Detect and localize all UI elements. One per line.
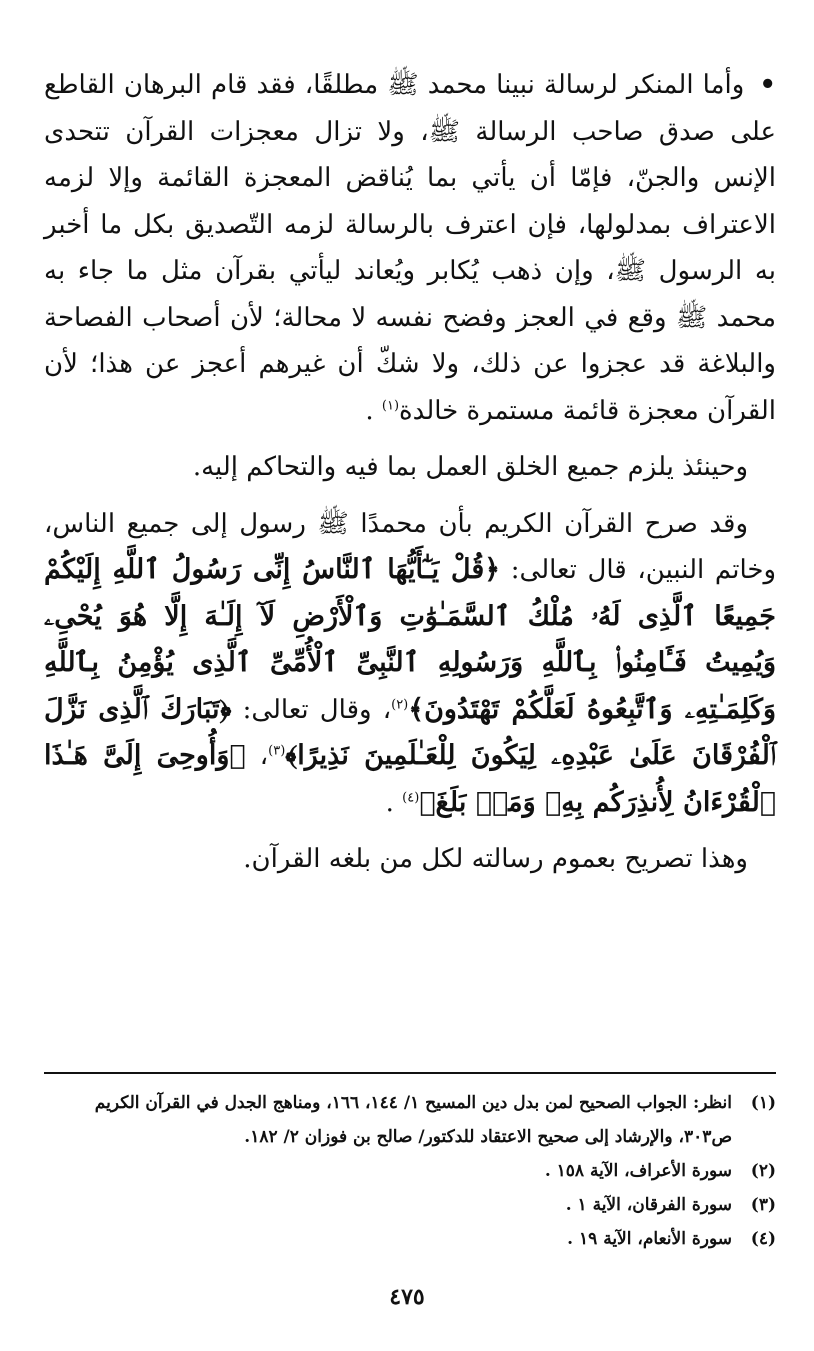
footnote-number: (٣): [750, 1195, 776, 1215]
footnote-4: [44, 1222, 776, 1256]
bullet-mark: •: [759, 70, 777, 100]
footnote-3: [44, 1188, 776, 1222]
main-text: [44, 62, 776, 883]
paragraph-3-end: .: [385, 787, 394, 818]
footnote-2: [44, 1154, 776, 1188]
quran-verse-3: ﴿وَأُوحِىَ إِلَىَّ هَـٰذَا ٱلْقُرْءَانُ لِأُنذِرَكُم بِهِۦ وَمَنۢ بَلَغَ﴾: [44, 740, 776, 818]
footnote-ref-2: (٢): [391, 696, 409, 712]
paragraph-3-sep: ،: [259, 741, 269, 771]
paragraph-3-intro: وقد صرح القرآن الكريم بأن محمدًا ﷺ رسول إلى جميع الناس، وخاتم النبين، قال تعالى:: [44, 508, 777, 585]
footnote-number: (٤): [750, 1229, 776, 1249]
quran-verse-2: ﴿تَبَارَكَ ٱلَّذِى نَزَّلَ ٱلْفُرْقَانَ عَلَىٰ عَبْدِهِۦ لِيَكُونَ لِلْعَـٰلَمِينَ نَذِيرًا﴾: [44, 693, 776, 771]
paragraph-4-text: وهذا تصريح بعموم رسالته لكل من بلغه القرآن.: [243, 844, 748, 874]
footnote-ref-4: (٤): [402, 789, 420, 805]
paragraph-4: [44, 836, 776, 883]
footnote-text: سورة الفرقان، الآية ١ .: [565, 1195, 732, 1215]
footnotes-divider: [44, 1072, 776, 1074]
footnote-text: سورة الأعراف، الآية ١٥٨ .: [544, 1161, 732, 1181]
footnote-1: [44, 1086, 776, 1154]
paragraph-3: [44, 501, 776, 827]
footnote-number: (٢): [750, 1161, 776, 1181]
quran-verse-1: ﴿قُلْ يَـٰٓأَيُّهَا ٱلنَّاسُ إِنِّى رَسُولُ ٱللَّهِ إِلَيْكُمْ جَمِيعًا ٱلَّذِى لَهُۥ مُلْكُ ٱلسَّمَـٰوَٰتِ وَٱلْأَرْضِ لَآ إِلَـٰهَ إِلَّا هُوَ يُحْىِۦ وَيُمِيتُ فَـَٔامِنُوا۟ بِٱللَّهِ وَرَسُولِهِ ٱلنَّبِىِّ ٱلْأُمِّىِّ ٱلَّذِى يُؤْمِنُ بِٱللَّهِ وَكَلِمَـٰتِهِۦ وَٱتَّبِعُوهُ لَعَلَّكُمْ تَهْتَدُونَ﴾: [44, 554, 776, 725]
paragraph-2-text: وحينئذ يلزم جميع الخلق العمل بما فيه والتحاكم إليه.: [192, 452, 748, 482]
footnote-number: (١): [750, 1093, 776, 1113]
page-number: ٤٧٥: [389, 1284, 425, 1310]
footnote-text: سورة الأنعام، الآية ١٩ .: [567, 1229, 732, 1249]
footnotes: [44, 1086, 776, 1256]
footnote-text: انظر: الجواب الصحيح لمن بدل دين المسيح ١/ ١٤٤، ١٦٦، ومناهج الجدل في القرآن الكريم ص٣٠٣، والإرشاد إلى صحيح الاعتقاد للدكتور/ صالح بن فوزان ٢/ ١٨٢.: [94, 1093, 732, 1147]
paragraph-2: [44, 444, 776, 491]
paragraph-1-end: .: [365, 395, 374, 426]
footnote-ref-3: (٣): [268, 743, 286, 759]
paragraph-3-mid: ، وقال تعالى:: [242, 694, 392, 725]
paragraph-1-text: وأما المنكر لرسالة نبينا محمد ﷺ مطلقًا، فقد قام البرهان القاطع على صدق صاحب الرسالة ﷺ، ولا تزال معجزات القرآن تتحدى الإنس والجنّ، فإمّا أن يأتي بما يُناقض المعجزة القائمة وإلا لزمه الاعتراف بمدلولها، فإن اعترف بالرسالة لزمه التّصديق بكل ما أخبر به الرسول ﷺ، وإن ذهب يُكابر ويُعاند ليأتي بقرآن مثل ما جاء به محمد ﷺ وقع في العجز وفضح نفسه لا محالة؛ لأن أصحاب الفصاحة والبلاغة قد عجزوا عن ذلك، ولا شكّ أن غيرهم أعجز عن هذا؛ لأن القرآن معجزة قائمة مستمرة خالدة: [44, 70, 776, 426]
paragraph-1: [44, 62, 776, 434]
footnote-ref-1: (١): [381, 397, 400, 413]
